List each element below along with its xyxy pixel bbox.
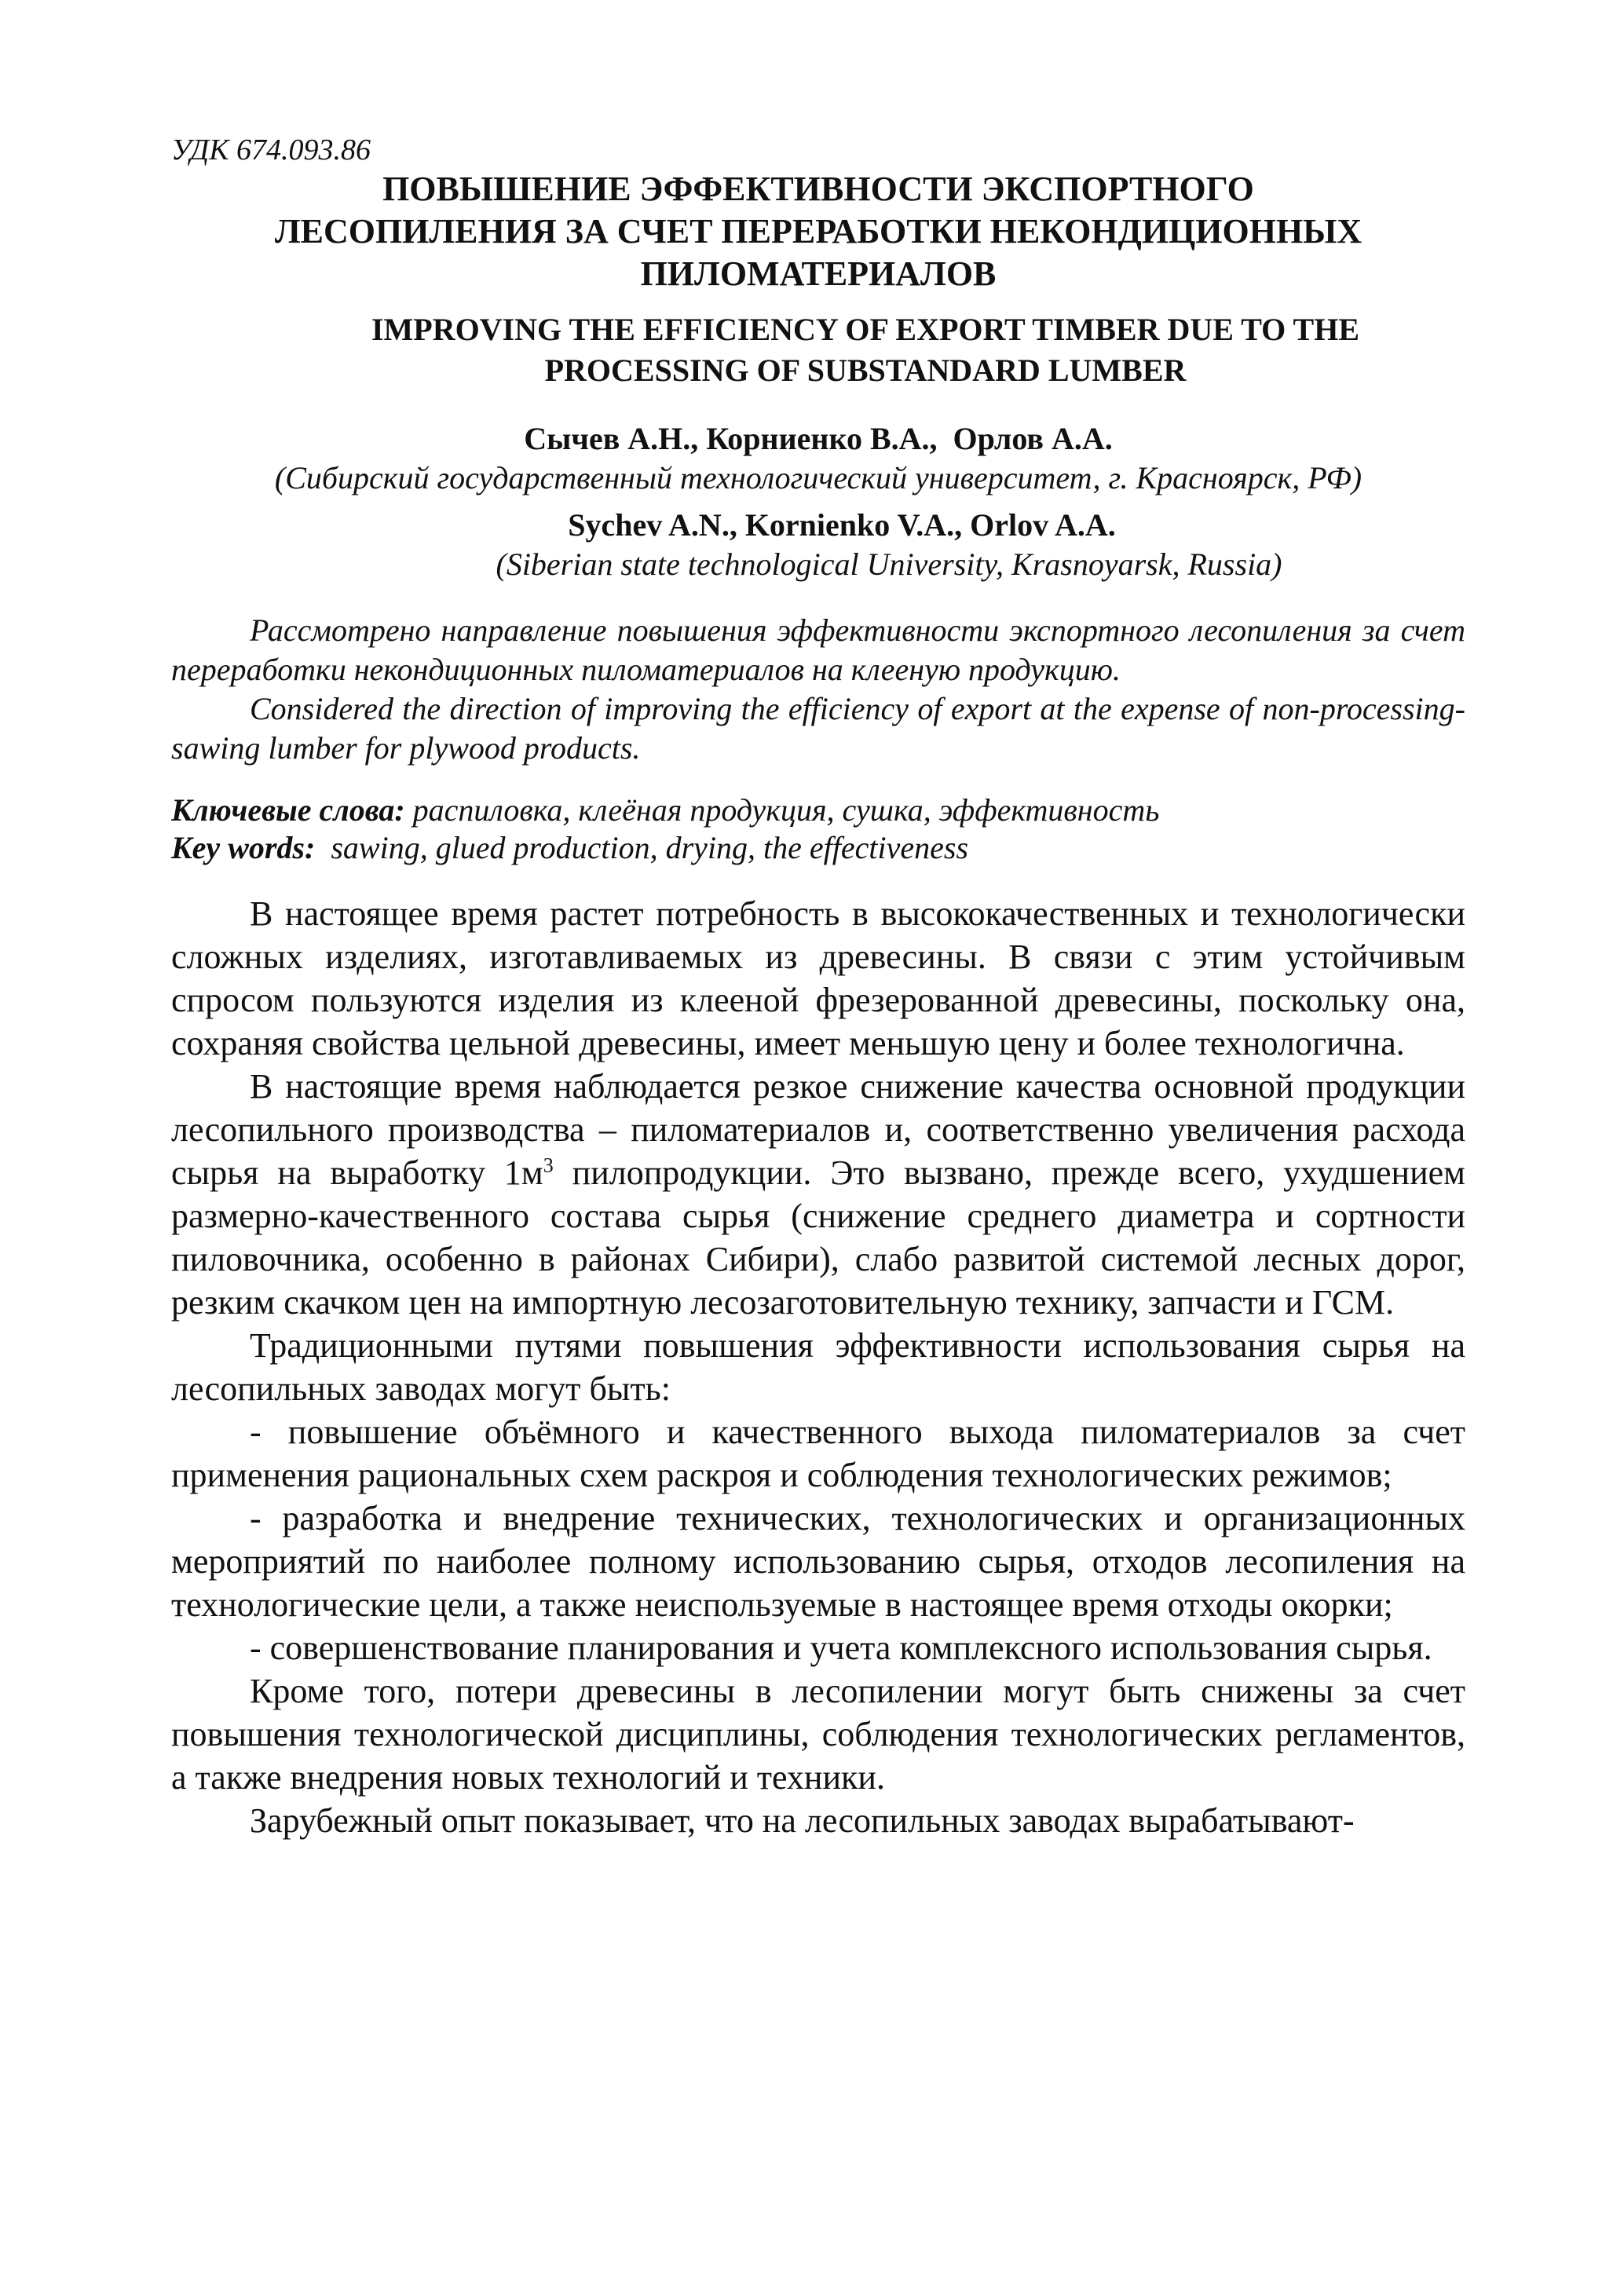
keywords-english	[171, 829, 1465, 867]
superscript: 3	[543, 1153, 554, 1177]
keywords-en-label: Key words:	[171, 830, 316, 865]
keywords-russian	[171, 792, 1465, 829]
list-item: - повышение объёмного и качественного выхода пиломатериалов за счет применения рациональных схем раскроя и соблюдения технологических режимов;	[171, 1413, 1465, 1494]
affiliation-english: (Siberian state technological University, Krasnoyarsk, Russia)	[496, 547, 1282, 582]
paragraph: В настоящее время растет потребность в высококачественных и технологически сложных изделиях, изготавливаемых из древесины. В связи с этим устойчивым спросом пользуются изделия из клееной фрезерованной древесины, поскольку она, сохраняя свойства цельной древесины, имеет меньшую цену и более технологична.	[171, 894, 1465, 1062]
paragraph: Зарубежный опыт показывает, что на лесопильных заводах вырабатывают-	[250, 1801, 1355, 1840]
keywords-ru-text: распиловка, клеёная продукция, сушка, эффективность	[404, 792, 1160, 828]
authors-russian: Сычев А.Н., Корниенко В.А., Орлов А.А.	[524, 421, 1113, 456]
keywords-ru-label: Ключевые слова:	[171, 792, 405, 828]
authors-english: Sychev A.N., Kornienko V.A., Orlov A.A.	[568, 507, 1116, 543]
affiliation-ru-text: (Сибирский государственный технологический университет, г. Красноярск, РФ)	[274, 460, 1362, 495]
paragraph: Кроме того, потери древесины в лесопилении могут быть снижены за счет повышения технологической дисциплины, соблюдения технологических регламентов, а также внедрения новых технологий и техники.	[171, 1672, 1465, 1797]
title-en-line: PROCESSING OF SUBSTANDARD LUMBER	[544, 353, 1187, 388]
title-ru-line: ЛЕСОПИЛЕНИЯ ЗА СЧЕТ ПЕРЕРАБОТКИ НЕКОНДИЦИОННЫХ	[274, 212, 1362, 250]
title-ru-line: ПИЛОМАТЕРИАЛОВ	[640, 254, 997, 293]
list-item: - совершенствование планирования и учета комплексного использования сырья.	[250, 1629, 1432, 1667]
document-page	[171, 132, 1465, 1842]
list-item: - разработка и внедрение технических, технологических и организационных мероприятий по наиболее полному использованию сырья, отходов лесопиления на технологические цели, а также неиспользуемые в настоящее время отходы окорки;	[171, 1499, 1465, 1624]
udc-code: УДК 674.093.86	[171, 133, 371, 166]
abstract-english: Considered the direction of improving the efficiency of export at the expense of non-processing-sawing lumber for plywood products.	[171, 691, 1465, 766]
title-en-line: IMPROVING THE EFFICIENCY OF EXPORT TIMBER DUE TO THE	[371, 312, 1360, 347]
affiliation-russian	[171, 459, 1465, 498]
keywords-block	[171, 792, 1465, 867]
abstract-russian: Рассмотрено направление повышения эффективности экспортного лесопиления за счет переработки некондиционных пиломатериалов на клееную продукцию.	[171, 612, 1465, 687]
keywords-en-text: sawing, glued production, drying, the effectiveness	[315, 830, 969, 865]
paragraph-part: пилопродукции. Это вызвано, прежде всего, ухудшением размерно-качественного состава сырья (снижение среднего диаметра и сортности пиловочника, особенно в районах Сибири), слабо развитой системой лесных дорог, резким скачком цен на импортную лесозаготовительную технику, запчасти и ГСМ.	[171, 1153, 1465, 1322]
paragraph-part: В настоящие время наблюдается резкое снижение качества основной продукции лесопильного производства – пиломатериалов и, соответственно увеличения расхода сырья на выработку 1м	[171, 1067, 1465, 1192]
body-text	[171, 892, 1465, 1842]
title-ru-line: ПОВЫШЕНИЕ ЭФФЕКТИВНОСТИ ЭКСПОРТНОГО	[382, 170, 1254, 208]
abstract	[171, 611, 1465, 768]
title-english	[171, 309, 1465, 391]
paragraph	[171, 1065, 1465, 1324]
paragraph: Традиционными путями повышения эффективности использования сырья на лесопильных заводах могут быть:	[171, 1326, 1465, 1408]
title-russian	[171, 168, 1465, 295]
